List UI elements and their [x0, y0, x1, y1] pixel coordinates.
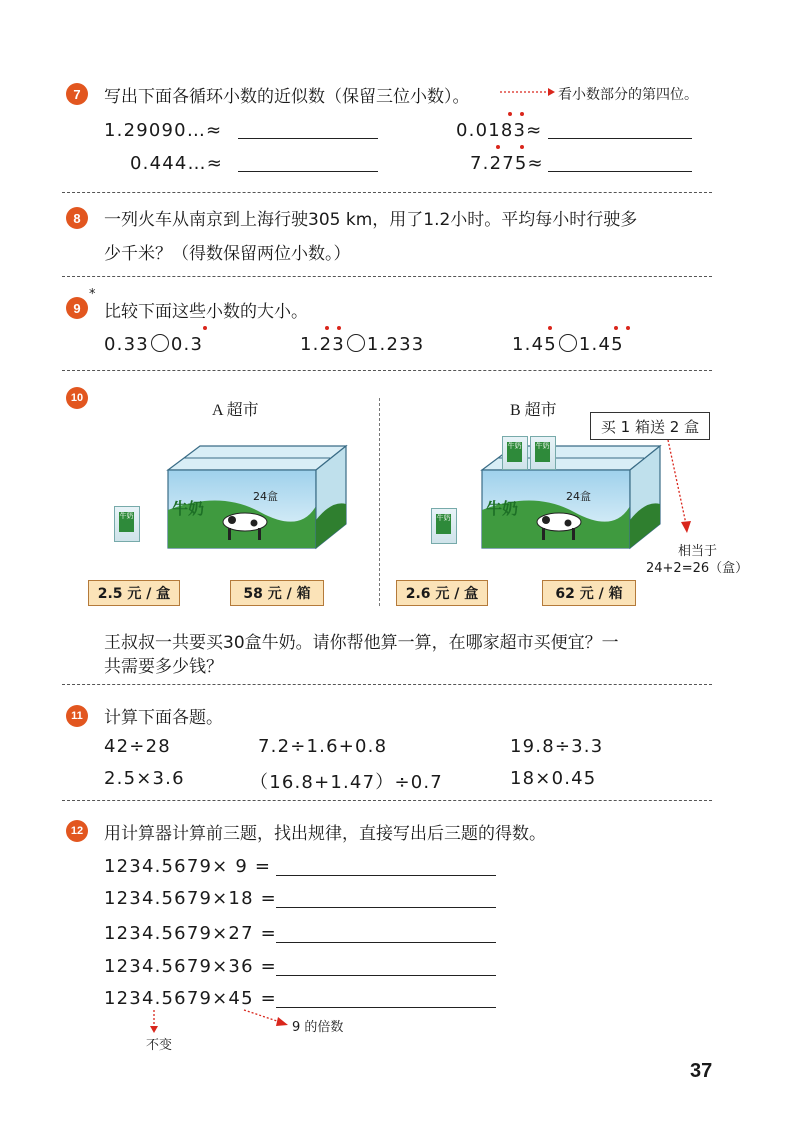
q7-item-4: 7.275≈: [470, 153, 544, 174]
compare-circle[interactable]: [347, 334, 365, 352]
q7-answer-blank-2[interactable]: [238, 171, 378, 172]
q10-line-2: 共需要多少钱？: [104, 657, 223, 677]
q7-answer-blank-3[interactable]: [548, 138, 692, 139]
q11-item-2: 7.2÷1.6+0.8: [258, 736, 388, 757]
q7-answer-blank-4[interactable]: [548, 171, 692, 172]
equivalent-note-1: 相当于: [678, 544, 718, 559]
compare-left: 0.33: [104, 334, 149, 355]
repeat-dot: [203, 326, 207, 330]
arrow-icon: [242, 1008, 290, 1028]
section-divider: [62, 276, 712, 277]
q12-answer-blank-3[interactable]: [276, 942, 496, 943]
milk-case-label-b: 牛奶: [486, 499, 519, 518]
q7-hint: 看小数部分的第四位。: [558, 87, 698, 103]
question-number-8: 8: [66, 207, 88, 229]
q12-prompt: 用计算器计算前三题，找出规律，直接写出后三题的得数。: [104, 824, 546, 844]
q8-line-2: 少千米？（得数保留两位小数。）: [104, 244, 351, 264]
q7-item-1: 1.29090…≈: [104, 120, 223, 141]
price-tag-a-box: 2.5 元 / 盒: [88, 580, 180, 606]
q11-item-5: （16.8+1.47）÷0.7: [250, 772, 443, 793]
q7-answer-blank-1[interactable]: [238, 138, 378, 139]
q12-answer-blank-2[interactable]: [276, 907, 496, 908]
compare-left: 1.45: [512, 334, 557, 355]
compare-right: 0.3: [170, 334, 204, 355]
repeat-dot: [325, 326, 329, 330]
compare-right: 1.45: [578, 334, 624, 355]
bonus-carton-1: [502, 436, 528, 470]
q9-compare-3: [512, 334, 624, 355]
question-number-9: 9: [66, 297, 88, 319]
q7-item-2: 0.444…≈: [130, 153, 224, 174]
repeat-dot: [520, 145, 524, 149]
milk-carton-label: 牛奶: [119, 512, 134, 532]
note-multiple-of-9: 9 的倍数: [292, 1020, 344, 1035]
q12-answer-blank-5[interactable]: [276, 1007, 496, 1008]
optional-star: *: [89, 287, 96, 302]
q7-prompt: 写出下面各循环小数的近似数（保留三位小数）。: [104, 87, 470, 107]
question-number-7: 7: [66, 83, 88, 105]
q12-item-4: 1234.5679×36 =: [104, 956, 277, 977]
page-number: 37: [690, 1060, 713, 1082]
milk-carton-label: 牛奶: [535, 442, 550, 462]
section-divider: [62, 370, 712, 371]
price-tag-a-case: 58 元 / 箱: [230, 580, 324, 606]
q9-prompt: 比较下面这些小数的大小。: [104, 302, 308, 322]
question-number-10: 10: [66, 387, 88, 409]
q9-compare-1: [104, 334, 203, 355]
q11-prompt: 计算下面各题。: [104, 708, 223, 728]
equivalent-note-2: 24+2=26（盒）: [646, 561, 749, 576]
arrow-icon: [660, 436, 694, 536]
compare-left: 1.23: [300, 334, 345, 355]
store-a-title: A 超市: [212, 402, 259, 419]
milk-carton-label: 牛奶: [507, 442, 522, 462]
section-divider: [62, 192, 712, 193]
store-b-title: B 超市: [510, 402, 557, 419]
repeat-dot: [508, 112, 512, 116]
promo-badge: 买 1 箱送 2 盒: [590, 412, 710, 440]
question-number-11: 11: [66, 705, 88, 727]
q11-item-4: 2.5×3.6: [104, 768, 185, 789]
price-tag-b-case: 62 元 / 箱: [542, 580, 636, 606]
compare-right: 1.233: [366, 334, 425, 355]
repeat-dot: [496, 145, 500, 149]
q8-line-1: 一列火车从南京到上海行驶305 km，用了1.2小时。平均每小时行驶多: [104, 210, 638, 230]
q12-item-3: 1234.5679×27 =: [104, 923, 277, 944]
question-number-12: 12: [66, 820, 88, 842]
repeat-dot: [337, 326, 341, 330]
note-unchanged: 不变: [146, 1038, 173, 1053]
q12-item-2: 1234.5679×18 =: [104, 888, 277, 909]
compare-circle[interactable]: [559, 334, 577, 352]
q12-answer-blank-1[interactable]: [276, 875, 496, 876]
q11-item-6: 18×0.45: [510, 768, 597, 789]
q9-compare-2: [300, 334, 424, 355]
q11-item-3: 19.8÷3.3: [510, 736, 604, 757]
repeat-dot: [548, 326, 552, 330]
milk-carton-label: 牛奶: [436, 514, 451, 534]
store-divider: [379, 398, 380, 606]
repeat-dot: [626, 326, 630, 330]
bonus-carton-2: [530, 436, 556, 470]
q12-item-5: 1234.5679×45 =: [104, 988, 277, 1009]
arrow-icon: [498, 86, 556, 98]
q11-item-1: 42÷28: [104, 736, 171, 757]
section-divider: [62, 800, 712, 801]
milk-case-label-a: 牛奶: [172, 499, 205, 518]
case-count-a: 24盒: [253, 490, 278, 503]
repeat-dot: [614, 326, 618, 330]
milk-carton-a: [114, 506, 140, 542]
price-tag-b-box: 2.6 元 / 盒: [396, 580, 488, 606]
compare-circle[interactable]: [151, 334, 169, 352]
milk-carton-b: [431, 508, 457, 544]
q12-answer-blank-4[interactable]: [276, 975, 496, 976]
arrow-icon: [148, 1008, 160, 1034]
repeat-dot: [520, 112, 524, 116]
q10-line-1: 王叔叔一共要买30盒牛奶。请你帮他算一算，在哪家超市买便宜？一: [104, 633, 619, 653]
section-divider: [62, 684, 712, 685]
q12-item-1: 1234.5679× 9 =: [104, 856, 272, 877]
q7-item-3: 0.0183≈: [456, 120, 543, 141]
case-count-b: 24盒: [566, 490, 591, 503]
